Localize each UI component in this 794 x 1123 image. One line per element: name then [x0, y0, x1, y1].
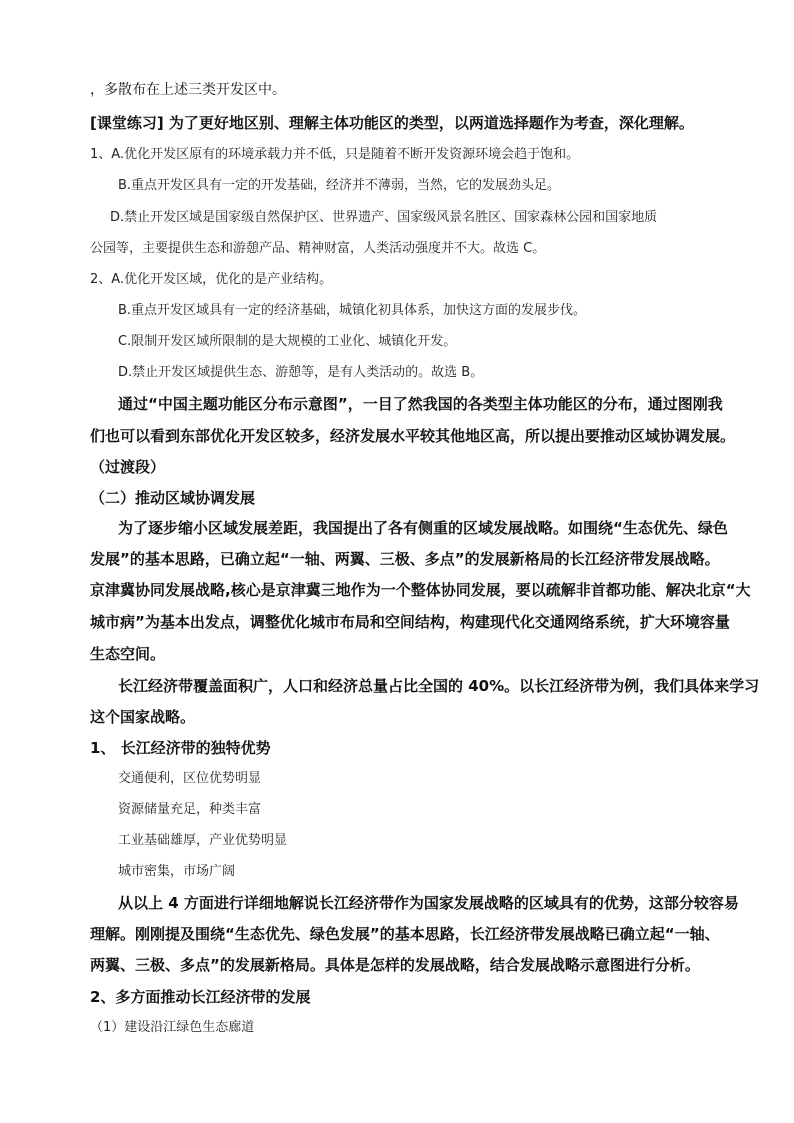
list-item: 工业基础雄厚，产业优势明显: [118, 833, 288, 848]
paragraph-line: ，多散布在上述三类开发区中。: [90, 82, 286, 98]
section-heading: 2、多方面推动长江经济带的发展: [90, 988, 311, 1006]
paragraph-line: 两翼、三极、多点”的发展新格局。具体是怎样的发展战略，结合发展战略示意图进行分析。: [90, 956, 700, 974]
paragraph-line: 这个国家战略。: [90, 708, 196, 726]
section-heading: [课堂练习] 为了更好地区别、理解主体功能区的类型，以两道选择题作为考查，深化理解。: [90, 114, 694, 132]
answer-line: C.限制开发区域所限制的是大规模的工业化、城镇化开发。: [118, 334, 457, 349]
paragraph-line: 京津冀协同发展战略,核心是京津冀三地作为一个整体协同发展，要以疏解非首都功能、解决北京“大: [90, 581, 751, 599]
answer-line: B.重点开发区域具有一定的经济基础，城镇化初具体系，加快这方面的发展步伐。: [118, 303, 587, 318]
answer-line: D.禁止开发区域提供生态、游憩等，是有人类活动的。故选 B。: [118, 365, 484, 380]
paragraph-line: 长江经济带覆盖面积广，人口和经济总量占比全国的 40%。以长江经济带为例，我们具体来学习: [118, 677, 760, 695]
answer-line: 1、A.优化开发区原有的环境承载力并不低，只是随着不断开发资源环境会趋于饱和。: [90, 147, 580, 162]
paragraph-line: 通过“中国主题功能区分布示意图”，一目了然我国的各类型主体功能区的分布，通过图刚我: [118, 395, 723, 413]
list-item: 城市密集，市场广阔: [118, 864, 236, 879]
paragraph-line: 发展”的基本思路，已确立起“一轴、两翼、三极、多点”的发展新格局的长江经济带发展战略。: [90, 550, 720, 568]
answer-line: 公园等，主要提供生态和游憩产品、精神财富，人类活动强度并不大。故选 C。: [90, 241, 546, 256]
answer-line: 2、A.优化开发区域，优化的是产业结构。: [90, 272, 333, 287]
paragraph-line: 生态空间。: [90, 645, 166, 663]
paragraph-line: 为了逐步缩小区域发展差距，我国提出了各有侧重的区域发展战略。如围绕“生态优先、绿色: [118, 519, 728, 537]
section-heading: 1、 长江经济带的独特优势: [90, 739, 271, 757]
answer-line: D.禁止开发区域是国家级自然保护区、世界遗产、国家级风景名胜区、国家森林公园和国家地质: [110, 210, 658, 225]
paragraph-line: 城市病”为基本出发点，调整优化城市布局和空间结构，构建现代化交通网络系统，扩大环境容量: [90, 613, 730, 631]
paragraph-line: 从以上 4 方面进行详细地解说长江经济带作为国家发展战略的区域具有的优势，这部分较容易: [118, 894, 739, 912]
subsection-heading: （1）建设沿江绿色生态廊道: [90, 1020, 255, 1035]
paragraph-line: 理解。刚刚提及围绕“生态优先、绿色发展”的基本思路，长江经济带发展战略已确立起“一轴、: [90, 925, 720, 943]
list-item: 资源储量充足，种类丰富: [118, 802, 262, 817]
paragraph-line: 们也可以看到东部优化开发区较多，经济发展水平较其他地区高，所以提出要推动区域协调发展。: [90, 427, 736, 445]
list-item: 交通便利，区位优势明显: [118, 771, 262, 786]
paragraph-line: （过渡段）: [90, 458, 166, 476]
answer-line: B.重点开发区具有一定的开发基础，经济并不薄弱，当然，它的发展劲头足。: [118, 178, 561, 193]
section-heading: （二）推动区域协调发展: [90, 489, 256, 507]
